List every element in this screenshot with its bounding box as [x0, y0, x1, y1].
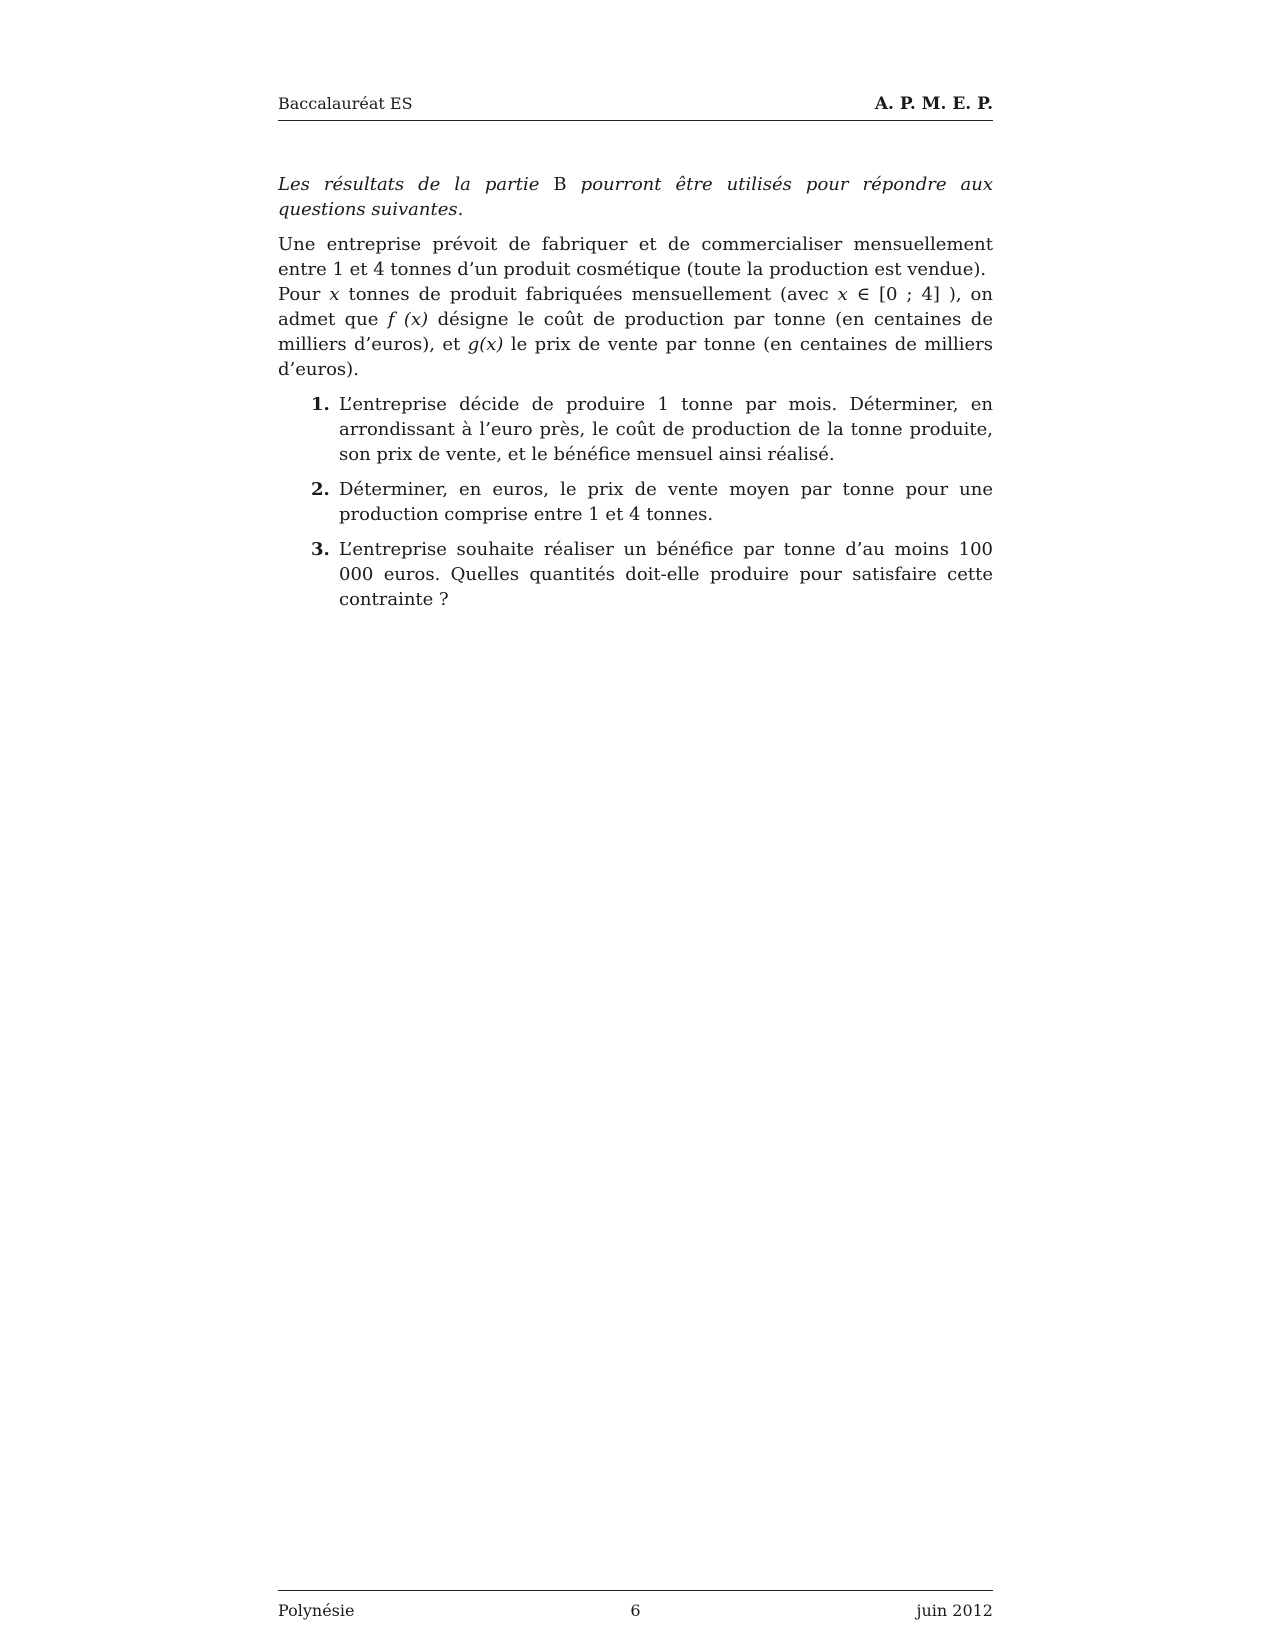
intro-text-1: Les résultats de la partie — [278, 174, 540, 195]
func-g: g(x) — [467, 334, 504, 355]
context-paragraph: Une entreprise prévoit de fabriquer et de commercialiser mensuellement entre 1 et 4 tonnes d’un produit cosmétique (toute la production est vendue). — [278, 234, 993, 280]
question-text: Déterminer, en euros, le prix de vente moyen par tonne pour une production comprise entre 1 et 4 tonnes. — [339, 479, 993, 525]
var-x-2: x — [837, 284, 848, 305]
header-publisher: A. P. M. E. P. — [874, 94, 993, 114]
def-text-2: tonnes de produit fabriquées mensuellement (avec — [348, 284, 829, 305]
page-number: 6 — [630, 1601, 641, 1620]
var-x-1: x — [329, 284, 340, 305]
def-text-1: Pour — [278, 284, 321, 305]
def-text-5: le prix de vente par tonne (en centaines de milliers d’euros). — [278, 334, 993, 380]
question-number: 3. — [311, 539, 330, 560]
func-f: f (x) — [387, 309, 429, 330]
page-footer — [278, 1590, 993, 1620]
def-text-3: ∈ [0 ; 4] ), on admet que — [278, 284, 993, 330]
header-exam-title: Baccalauréat ES — [278, 94, 413, 113]
question-item — [278, 477, 993, 527]
intro-part-letter: B — [553, 174, 567, 195]
question-number: 2. — [311, 479, 330, 500]
footer-date: juin 2012 — [916, 1601, 993, 1620]
page-header — [278, 94, 993, 121]
questions-list — [278, 392, 993, 612]
page-content — [278, 172, 993, 622]
question-text: L’entreprise décide de produire 1 tonne par mois. Déterminer, en arrondissant à l’euro près, le coût de production de la tonne produite, son prix de vente, et le bénéfice mensuel ainsi réalisé. — [339, 394, 993, 465]
question-item — [278, 392, 993, 467]
def-text-4: désigne le coût de production par tonne (en centaines de milliers d’euros), et — [278, 309, 993, 355]
definitions-paragraph — [278, 282, 993, 382]
intro-paragraph — [278, 172, 993, 222]
question-text: L’entreprise souhaite réaliser un bénéfice par tonne d’au moins 100 000 euros. Quelles quantités doit-elle produire pour satisfaire cette contrainte ? — [339, 539, 993, 610]
question-number: 1. — [311, 394, 330, 415]
question-item — [278, 537, 993, 612]
footer-location: Polynésie — [278, 1601, 355, 1620]
intro-text-2: pourront être utilisés pour répondre aux questions suivantes. — [278, 174, 993, 220]
